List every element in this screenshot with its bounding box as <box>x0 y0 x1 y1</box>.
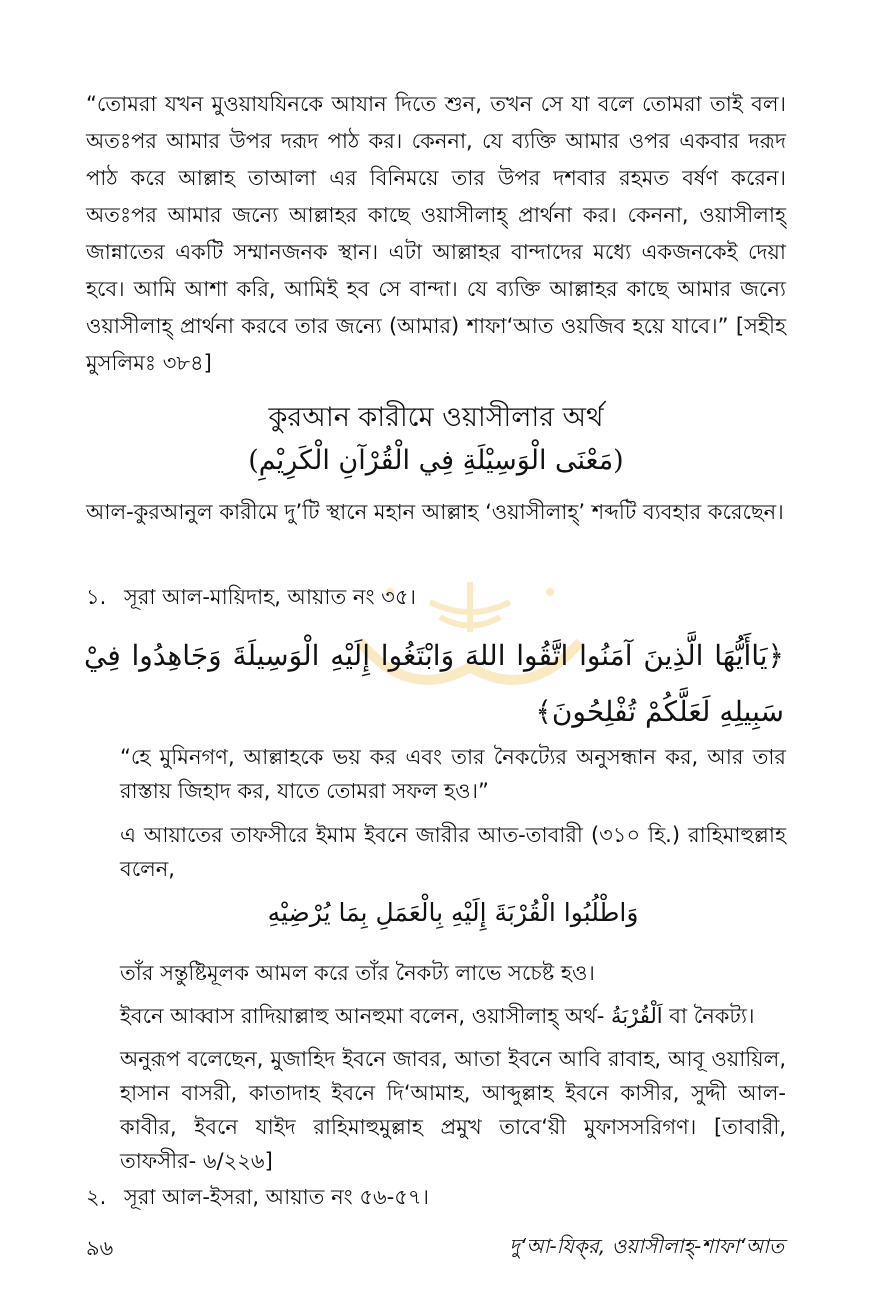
tafsir-arabic: وَاطْلُبُوا الْقُرْبَةَ إِلَيْهِ بِالْعَمَلِ بِمَا يُرْضِيْهِ <box>267 898 639 927</box>
mufassir-list-paragraph: অনুরূপ বলেছেন, মুজাহিদ ইবনে জাবর, আতা ইবনে আবি রাবাহ, আবূ ওয়ায়িল, হাসান বাসরী, কাতাদাহ ইবনে দি‘আমাহ, আব্দুল্লাহ ইবনে কাসীর, সুদ্দী আল-কাবীর, ইবনে যাইদ রাহিমাহুমুল্লাহ প্রমুখ তাবে‘য়ী মুফাসসরিগণ। [তাবারী, তাফসীর- ৬/২২৬] <box>120 1047 786 1173</box>
list-item-1: সূরা আল-মায়িদাহ, আয়াত নং ৩৫। <box>124 585 416 609</box>
running-footer-title: দু‘আ-যিক্‌র, ওয়াসীলাহ্-শাফা‘আত <box>509 1234 784 1258</box>
section-heading-arabic: (مَعْنَى الْوَسِيْلَةِ فِي الْقُرْآنِ الْكَرِيْمِ) <box>248 445 624 476</box>
hadith-paragraph: “তোমরা যখন মুওয়াযযিনকে আযান দিতে শুন, তখন সে যা বলে তোমরা তাই বল। অতঃপর আমার উপর দরূদ পাঠ কর। কেননা, যে ব্যক্তি আমার ওপর একবার দরূদ পাঠ করে আল্লাহ তাআলা এর বিনিময়ে তার উপর দশবার রহমত বর্ষণ করেন। অতঃপর আমার জন্যে আল্লাহর কাছে ওয়াসীলাহ্ প্রার্থনা কর। কেননা, ওয়াসীলাহ্ জান্নাতের একটি সম্মানজনক স্থান। এটা আল্লাহর বান্দাদের মধ্যে একজনকেই দেয়া হবে। আমি আশা করি, আমিই হব সে বান্দা। যে ব্যক্তি আল্লাহর কাছে আমার জন্যে ওয়াসীলাহ্ প্রার্থনা করবে তার জন্যে (আমার) শাফা‘আত ওয়জিব হয়ে যাবে।” [সহীহ মুসলিমঃ ৩৮৪] <box>86 92 786 375</box>
page-number: ৯৬ <box>86 1236 114 1260</box>
ibn-abbas-arabic: اَلْقُرْبَةُ <box>611 1004 663 1028</box>
ibn-abbas-meaning: বা নৈকট্য। <box>669 1004 755 1028</box>
tafsir-translation: তাঁর সন্তুষ্টিমূলক আমল করে তাঁর নৈকট্য লাভে সচেষ্ট হও। <box>120 961 595 985</box>
intro-paragraph: আল-কুরআনুল কারীমে দু’টি স্থানে মহান আল্লাহ ‘ওয়াসীলাহ্’ শব্দটি ব্যবহার করেছেন। <box>86 500 784 524</box>
list-number-2: ২. <box>86 1185 107 1209</box>
tafsir-intro: এ আয়াতের তাফসীরে ইমাম ইবনে জারীর আত-তাবারী (৩১০ হি.) রাহিমাহুল্লাহ বলেন, <box>120 823 786 881</box>
list-item-2: সূরা আল-ইসরা, আয়াত নং ৫৬-৫৭। <box>124 1185 429 1209</box>
section-heading: কুরআন কারীমে ওয়াসীলার অর্থ <box>268 402 604 433</box>
ibn-abbas-line <box>120 999 786 1033</box>
ibn-abbas-text: ইবনে আব্বাস রাদিয়াল্লাহু আনহুমা বলেন, ওয়াসীলাহ্ অর্থ- <box>120 1004 605 1028</box>
list-number-1: ১. <box>86 585 107 609</box>
quran-verse: ﴿يَاأَيُّهَا الَّذِينَ آمَنُوا اتَّقُوا اللهَ وَابْتَغُوا إِلَيْهِ الْوَسِيلَةَ وَجَاهِدُوا فِيْ سَبِيلِهِ لَعَلَّكُمْ تُفْلِحُونَ﴾ <box>84 639 784 728</box>
verse-translation: “হে মুমিনগণ, আল্লাহকে ভয় কর এবং তার নৈকট্যের অনুসন্ধান কর, আর তার রাস্তায় জিহাদ কর, যাতে তোমরা সফল হও।” <box>120 745 786 803</box>
